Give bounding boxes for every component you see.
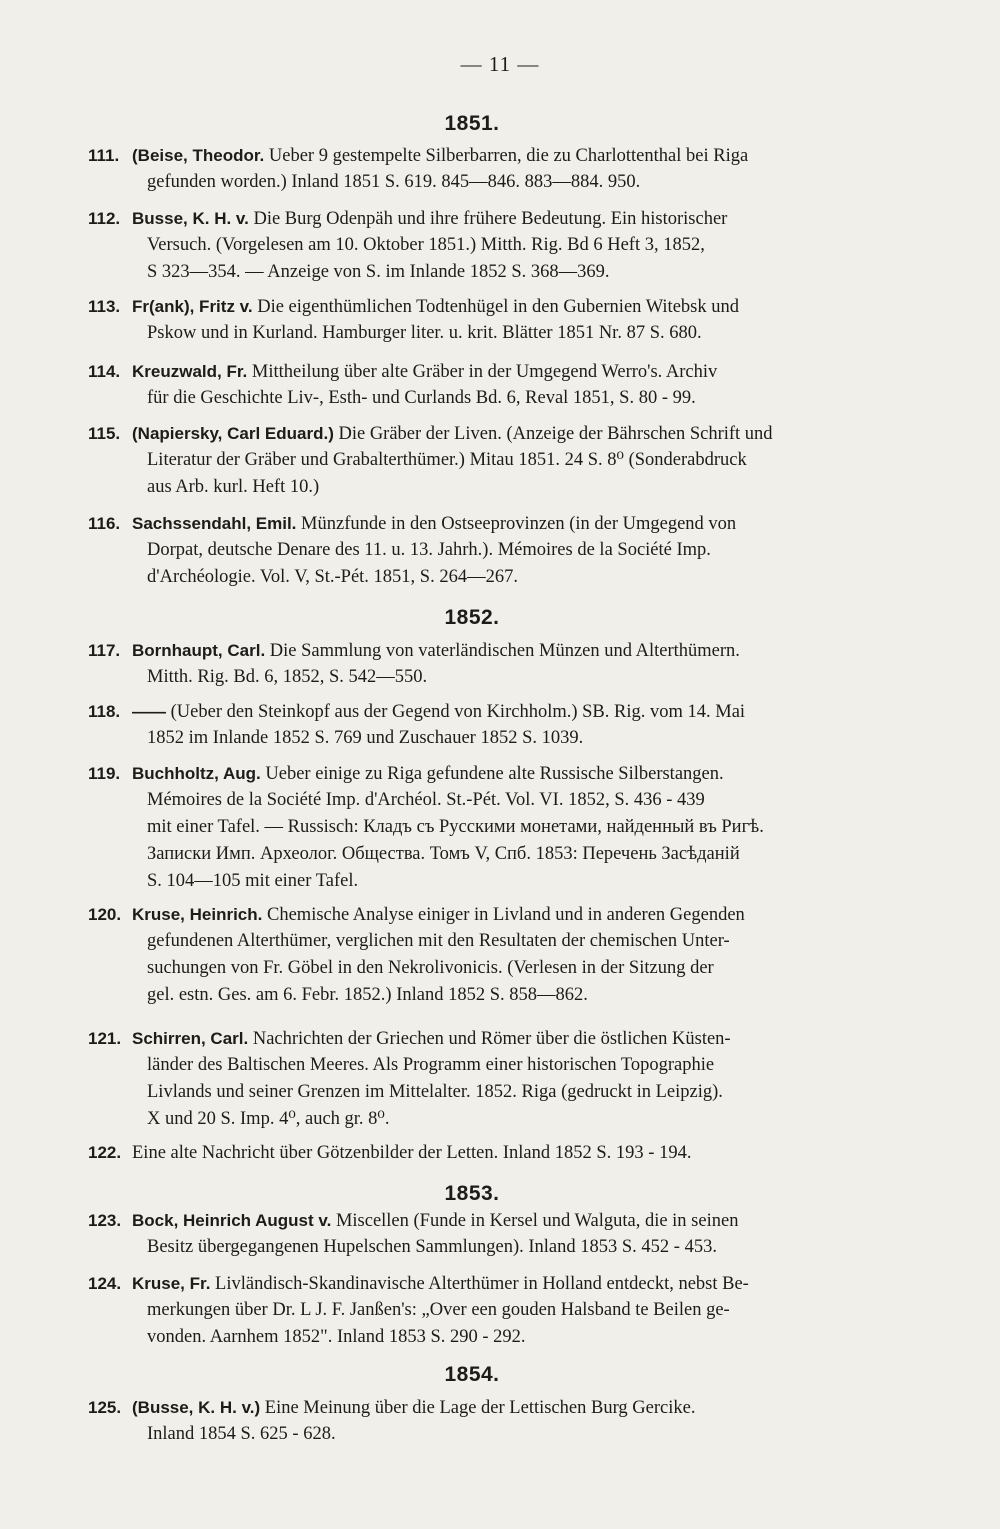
entry-text: Dorpat, deutsche Denare des 11. u. 13. Jahrh.). Mémoires de la Société Imp. bbox=[147, 540, 711, 560]
entry-author: Bock, Heinrich August v. bbox=[132, 1211, 332, 1230]
entry-line bbox=[88, 293, 878, 320]
entry-line bbox=[88, 982, 878, 1009]
entry-text: X und 20 S. Imp. 4⁰, auch gr. 8⁰. bbox=[147, 1109, 390, 1129]
bibliography-entry bbox=[88, 698, 878, 752]
entry-text: Versuch. (Vorgelesen am 10. Oktober 1851.) Mitth. Rig. Bd 6 Heft 3, 1852, bbox=[147, 235, 705, 255]
year-heading: 1854. bbox=[444, 1363, 500, 1386]
bibliography-entry bbox=[88, 1139, 878, 1166]
entry-text: suchungen von Fr. Göbel in den Nekrolivonicis. (Verlesen in der Sitzung der bbox=[147, 958, 714, 978]
entry-number: 113. bbox=[88, 297, 121, 316]
entry-author: Kruse, Fr. bbox=[132, 1274, 211, 1293]
entry-author: Kreuzwald, Fr. bbox=[132, 362, 248, 381]
bibliography-entry bbox=[88, 637, 878, 691]
entry-author: Schirren, Carl. bbox=[132, 1029, 249, 1048]
entry-author: Fr(ank), Fritz v. bbox=[132, 297, 253, 316]
entry-line bbox=[88, 928, 878, 955]
entry-text: Besitz übergegangenen Hupelschen Sammlungen). Inland 1853 S. 452 - 453. bbox=[147, 1237, 717, 1257]
entry-line bbox=[88, 841, 878, 868]
entry-number: 117. bbox=[88, 641, 121, 660]
entry-number: 116. bbox=[88, 514, 121, 533]
entry-line bbox=[88, 664, 878, 691]
entry-text: Mittheilung über alte Gräber in der Umgegend Werro's. Archiv bbox=[251, 362, 718, 382]
entry-author: Buchholtz, Aug. bbox=[132, 764, 261, 783]
entry-author: —— bbox=[132, 702, 166, 721]
entry-number: 120. bbox=[88, 905, 122, 924]
entry-line bbox=[88, 1234, 878, 1261]
entry-line bbox=[88, 1139, 878, 1166]
entry-text: Pskow und in Kurland. Hamburger liter. u. krit. Blätter 1851 Nr. 87 S. 680. bbox=[147, 323, 702, 343]
entry-text: S. 104—105 mit einer Tafel. bbox=[147, 871, 359, 891]
entry-line bbox=[88, 955, 878, 982]
bibliography-entry bbox=[88, 1025, 878, 1133]
entry-text: Eine alte Nachricht über Götzenbilder der Letten. Inland 1852 S. 193 - 194. bbox=[132, 1143, 692, 1163]
entry-author: (Beise, Theodor. bbox=[132, 146, 265, 165]
entry-line bbox=[88, 320, 878, 347]
entry-number: 115. bbox=[88, 424, 121, 443]
year-heading: 1852. bbox=[444, 606, 500, 629]
bibliography-entry bbox=[88, 1207, 878, 1261]
entry-author: Busse, K. H. v. bbox=[132, 209, 249, 228]
entry-line bbox=[88, 259, 878, 286]
entry-line bbox=[88, 1394, 878, 1421]
entry-text: gel. estn. Ges. am 6. Febr. 1852.) Inland 1852 S. 858—862. bbox=[147, 985, 588, 1005]
page-number: — 11 — bbox=[460, 52, 540, 76]
entry-line bbox=[88, 205, 878, 232]
entry-text: Die Sammlung von vaterländischen Münzen und Alterthümern. bbox=[269, 641, 740, 661]
entry-text: Livländisch-Skandinavische Alterthümer in Holland entdeckt, nebst Be- bbox=[215, 1274, 749, 1294]
entry-author: (Busse, K. H. v.) bbox=[132, 1398, 261, 1417]
entry-text: Inland 1854 S. 625 - 628. bbox=[147, 1424, 336, 1444]
bibliography-entry bbox=[88, 358, 878, 412]
entry-text: Literatur der Gräber und Grabalterthümer.) Mitau 1851. 24 S. 8⁰ (Sonderabdruck bbox=[147, 450, 747, 470]
entry-line bbox=[88, 232, 878, 259]
entry-line bbox=[88, 1106, 878, 1133]
entry-line bbox=[88, 1207, 878, 1234]
entry-number: 114. bbox=[88, 362, 121, 381]
entry-number: 111. bbox=[88, 146, 120, 165]
entry-author: Kruse, Heinrich. bbox=[132, 905, 263, 924]
entry-line bbox=[88, 142, 878, 169]
bibliography-entry bbox=[88, 293, 878, 347]
entry-text: Miscellen (Funde in Kersel und Walguta, die in seinen bbox=[335, 1211, 739, 1231]
entry-text: Livlands und seiner Grenzen im Mittelalter. 1852. Riga (gedruckt in Leipzig). bbox=[147, 1082, 723, 1102]
entry-text: Münzfunde in den Ostseeprovinzen (in der Umgegend von bbox=[301, 514, 737, 534]
entry-text: merkungen über Dr. L J. F. Janßen's: „Over een gouden Halsband te Beilen ge- bbox=[147, 1300, 730, 1320]
entry-author: (Napiersky, Carl Eduard.) bbox=[132, 424, 334, 443]
entry-line bbox=[88, 1297, 878, 1324]
entry-text: (Ueber den Steinkopf aus der Gegend von Kirchholm.) SB. Rig. vom 14. Mai bbox=[170, 702, 746, 722]
entry-line bbox=[88, 1052, 878, 1079]
entry-line bbox=[88, 698, 878, 725]
entry-line bbox=[88, 385, 878, 412]
entry-line bbox=[88, 420, 878, 447]
entry-line bbox=[88, 1025, 878, 1052]
entry-line bbox=[88, 901, 878, 928]
entry-line bbox=[88, 447, 878, 474]
entry-line bbox=[88, 814, 878, 841]
entry-number: 121. bbox=[88, 1029, 122, 1048]
bibliography-entry bbox=[88, 142, 878, 196]
entry-number: 123. bbox=[88, 1211, 122, 1230]
entry-line bbox=[88, 760, 878, 787]
entry-text: mit einer Tafel. — Russisch: Кладъ съ Русскими монетами, найденный въ Ригѣ. bbox=[147, 817, 764, 837]
bibliography-entry bbox=[88, 901, 878, 1009]
entry-line bbox=[88, 868, 878, 895]
entry-text: vonden. Aarnhem 1852". Inland 1853 S. 290 - 292. bbox=[147, 1327, 526, 1347]
entry-line bbox=[88, 1421, 878, 1448]
entry-text: Ueber einige zu Riga gefundene alte Russische Silberstangen. bbox=[265, 764, 724, 784]
entry-text: gefunden worden.) Inland 1851 S. 619. 845—846. 883—884. 950. bbox=[147, 172, 641, 192]
bibliography-entry bbox=[88, 420, 878, 501]
entry-text: Ueber 9 gestempelte Silberbarren, die zu Charlottenthal bei Riga bbox=[268, 146, 749, 166]
entry-number: 118. bbox=[88, 702, 121, 721]
entry-line bbox=[88, 474, 878, 501]
entry-text: d'Archéologie. Vol. V, St.-Pét. 1851, S. 264—267. bbox=[147, 567, 518, 587]
entry-line bbox=[88, 510, 878, 537]
entry-text: Записки Имп. Археолог. Общества. Томъ V, Спб. 1853: Перечень Засѣданій bbox=[147, 844, 740, 864]
bibliography-entry bbox=[88, 510, 878, 591]
entry-text: Die Gräber der Liven. (Anzeige der Bährschen Schrift und bbox=[338, 424, 773, 444]
entry-line bbox=[88, 537, 878, 564]
entry-text: Nachrichten der Griechen und Römer über die östlichen Küsten- bbox=[252, 1029, 731, 1049]
entry-text: Mitth. Rig. Bd. 6, 1852, S. 542—550. bbox=[147, 667, 428, 687]
entry-line bbox=[88, 1270, 878, 1297]
bibliography-entry bbox=[88, 1270, 878, 1351]
entry-line bbox=[88, 1079, 878, 1106]
entry-author: Sachssendahl, Emil. bbox=[132, 514, 297, 533]
entry-text: Mémoires de la Société Imp. d'Archéol. St.-Pét. Vol. VI. 1852, S. 436 - 439 bbox=[147, 790, 705, 810]
entry-text: Die Burg Odenpäh und ihre frühere Bedeutung. Ein historischer bbox=[253, 209, 728, 229]
entry-text: Chemische Analyse einiger in Livland und in anderen Gegenden bbox=[267, 905, 745, 925]
bibliography-entry bbox=[88, 205, 878, 286]
entry-line bbox=[88, 564, 878, 591]
entry-text: für die Geschichte Liv-, Esth- und Curlands Bd. 6, Reval 1851, S. 80 - 99. bbox=[147, 388, 696, 408]
entry-number: 124. bbox=[88, 1274, 122, 1293]
entry-line bbox=[88, 637, 878, 664]
entry-number: 112. bbox=[88, 209, 121, 228]
entry-text: Die eigenthümlichen Todtenhügel in den Gubernien Witebsk und bbox=[257, 297, 739, 317]
entry-text: S 323—354. — Anzeige von S. im Inlande 1852 S. 368—369. bbox=[147, 262, 610, 282]
entry-text: aus Arb. kurl. Heft 10.) bbox=[147, 477, 320, 497]
year-heading: 1853. bbox=[444, 1182, 500, 1205]
bibliography-entry bbox=[88, 760, 878, 895]
entry-line bbox=[88, 358, 878, 385]
entry-text: 1852 im Inlande 1852 S. 769 und Zuschauer 1852 S. 1039. bbox=[147, 728, 584, 748]
entry-text: länder des Baltischen Meeres. Als Programm einer historischen Topographie bbox=[147, 1055, 715, 1075]
entry-line bbox=[88, 787, 878, 814]
entry-text: gefundenen Alterthümer, verglichen mit den Resultaten der chemischen Unter- bbox=[147, 931, 730, 951]
entry-number: 119. bbox=[88, 764, 121, 783]
entry-line bbox=[88, 169, 878, 196]
year-heading: 1851. bbox=[444, 112, 500, 135]
entry-number: 125. bbox=[88, 1398, 122, 1417]
entry-author: Bornhaupt, Carl. bbox=[132, 641, 266, 660]
bibliography-entry bbox=[88, 1394, 878, 1448]
entry-text: Eine Meinung über die Lage der Lettischen Burg Gercike. bbox=[264, 1398, 696, 1418]
entry-line bbox=[88, 725, 878, 752]
entry-line bbox=[88, 1324, 878, 1351]
entry-number: 122. bbox=[88, 1143, 122, 1162]
